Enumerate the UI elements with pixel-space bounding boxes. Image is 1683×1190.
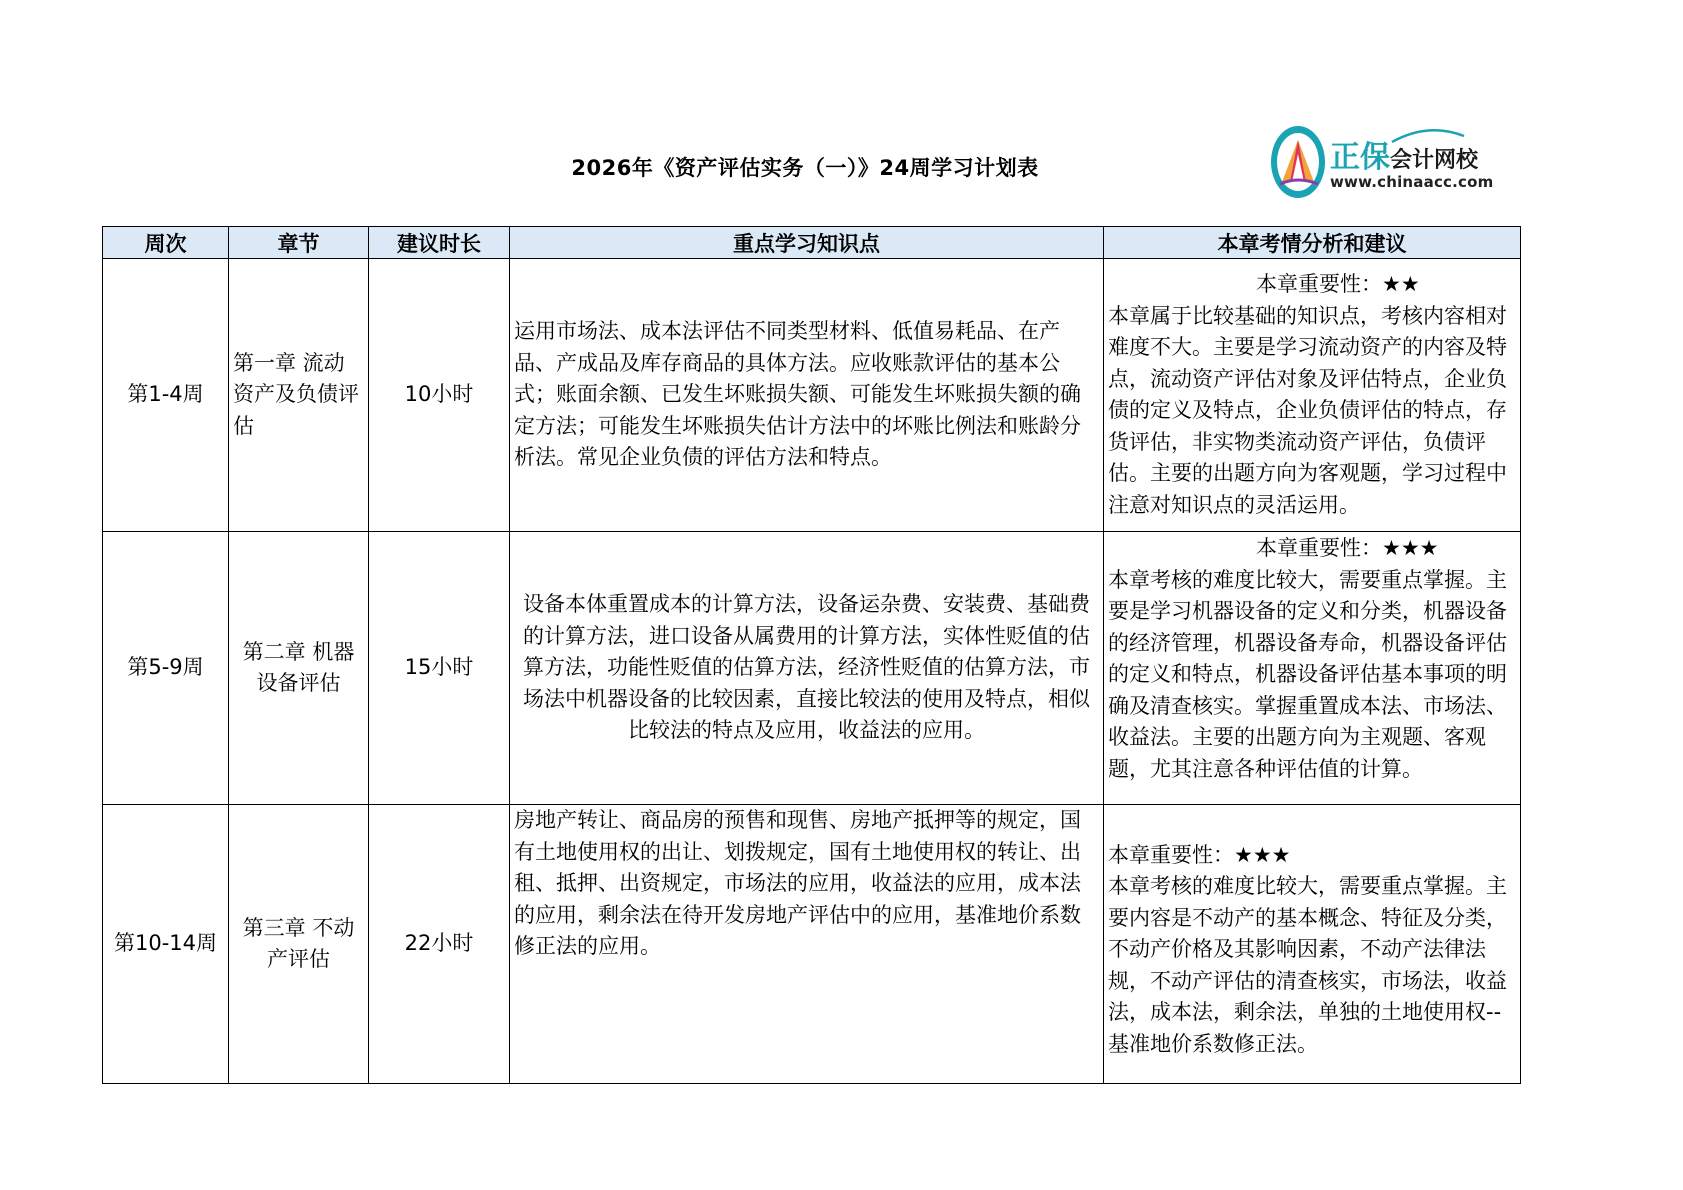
chapter-cell: 第三章 不动产评估 <box>229 805 369 1084</box>
header-week: 周次 <box>103 227 229 259</box>
key-points-cell: 设备本体重置成本的计算方法，设备运杂费、安装费、基础费的计算方法，进口设备从属费用的计算方法，实体性贬值的估算方法，功能性贬值的估算方法，经济性贬值的估算方法，市场法中机器设备的比较因素，直接比较法的使用及特点，相似比较法的特点及应用，收益法的应用。 <box>510 532 1104 805</box>
importance-rating: 本章重要性：★★★ <box>1108 842 1291 867</box>
header-analysis: 本章考情分析和建议 <box>1104 227 1521 259</box>
analysis-text: 本章属于比较基础的知识点，考核内容相对难度不大。主要是学习流动资产的内容及特点，流动资产评估对象及评估特点，企业负债的定义及特点，企业负债评估的特点，存货评估，非实物类流动资产评估，负债评估。主要的出题方向为客观题，学习过程中注意对知识点的灵活运用。 <box>1108 303 1507 517</box>
table-header-row <box>103 227 1521 259</box>
week-cell: 第5-9周 <box>103 532 229 805</box>
key-points-cell: 运用市场法、成本法评估不同类型材料、低值易耗品、在产品、产成品及库存商品的具体方法。应收账款评估的基本公式；账面余额、已发生坏账损失额、可能发生坏账损失额的确定方法；可能发生坏账损失估计方法中的坏账比例法和账龄分析法。常见企业负债的评估方法和特点。 <box>510 259 1104 532</box>
hours-cell: 15小时 <box>369 532 510 805</box>
logo-brand-big: 正保 <box>1330 140 1390 175</box>
header-key-points: 重点学习知识点 <box>510 227 1104 259</box>
chinaacc-logo <box>1268 122 1494 202</box>
importance-rating: 本章重要性：★★★ <box>1256 536 1439 560</box>
table-row <box>103 805 1521 1084</box>
hours-cell: 22小时 <box>369 805 510 1084</box>
logo-url: www.chinaacc.com <box>1330 173 1494 191</box>
header-hours: 建议时长 <box>369 227 510 259</box>
key-points-cell: 房地产转让、商品房的预售和现售、房地产抵押等的规定，国有土地使用权的出让、划拨规定，国有土地使用权的转让、出租、抵押、出资规定，市场法的应用，收益法的应用，成本法的应用，剩余法在待开发房地产评估中的应用，基准地价系数修正法的应用。 <box>510 805 1104 1084</box>
analysis-cell <box>1104 259 1521 532</box>
analysis-text: 本章考核的难度比较大，需要重点掌握。主要内容是不动产的基本概念、特征及分类，不动产价格及其影响因素，不动产法律法规，不动产评估的清查核实，市场法，收益法，成本法，剩余法，单独的土地使用权--基准地价系数修正法。 <box>1108 874 1507 1056</box>
page-title: 2026年《资产评估实务（一）》24周学习计划表 <box>571 156 1039 180</box>
table-row <box>103 259 1521 532</box>
week-cell: 第1-4周 <box>103 259 229 532</box>
logo-text <box>1330 132 1478 176</box>
hours-cell: 10小时 <box>369 259 510 532</box>
table-row <box>103 532 1521 805</box>
analysis-text: 本章考核的难度比较大，需要重点掌握。主要是学习机器设备的定义和分类，机器设备的经济管理，机器设备寿命，机器设备评估的定义和特点，机器设备评估基本事项的明确及清查核实。掌握重置成本法、市场法、收益法。主要的出题方向为主观题、客观题，尤其注意各种评估值的计算。 <box>1108 567 1507 781</box>
logo-brand-small: 会计网校 <box>1390 148 1479 173</box>
logo-emblem-icon <box>1268 124 1332 200</box>
analysis-cell <box>1104 532 1521 805</box>
chapter-cell: 第一章 流动资产及负债评估 <box>229 259 369 532</box>
importance-rating: 本章重要性：★★ <box>1256 272 1420 296</box>
study-plan-table <box>102 226 1521 1084</box>
week-cell: 第10-14周 <box>103 805 229 1084</box>
header-chapter: 章节 <box>229 227 369 259</box>
chapter-cell: 第二章 机器设备评估 <box>229 532 369 805</box>
analysis-cell <box>1104 805 1521 1084</box>
